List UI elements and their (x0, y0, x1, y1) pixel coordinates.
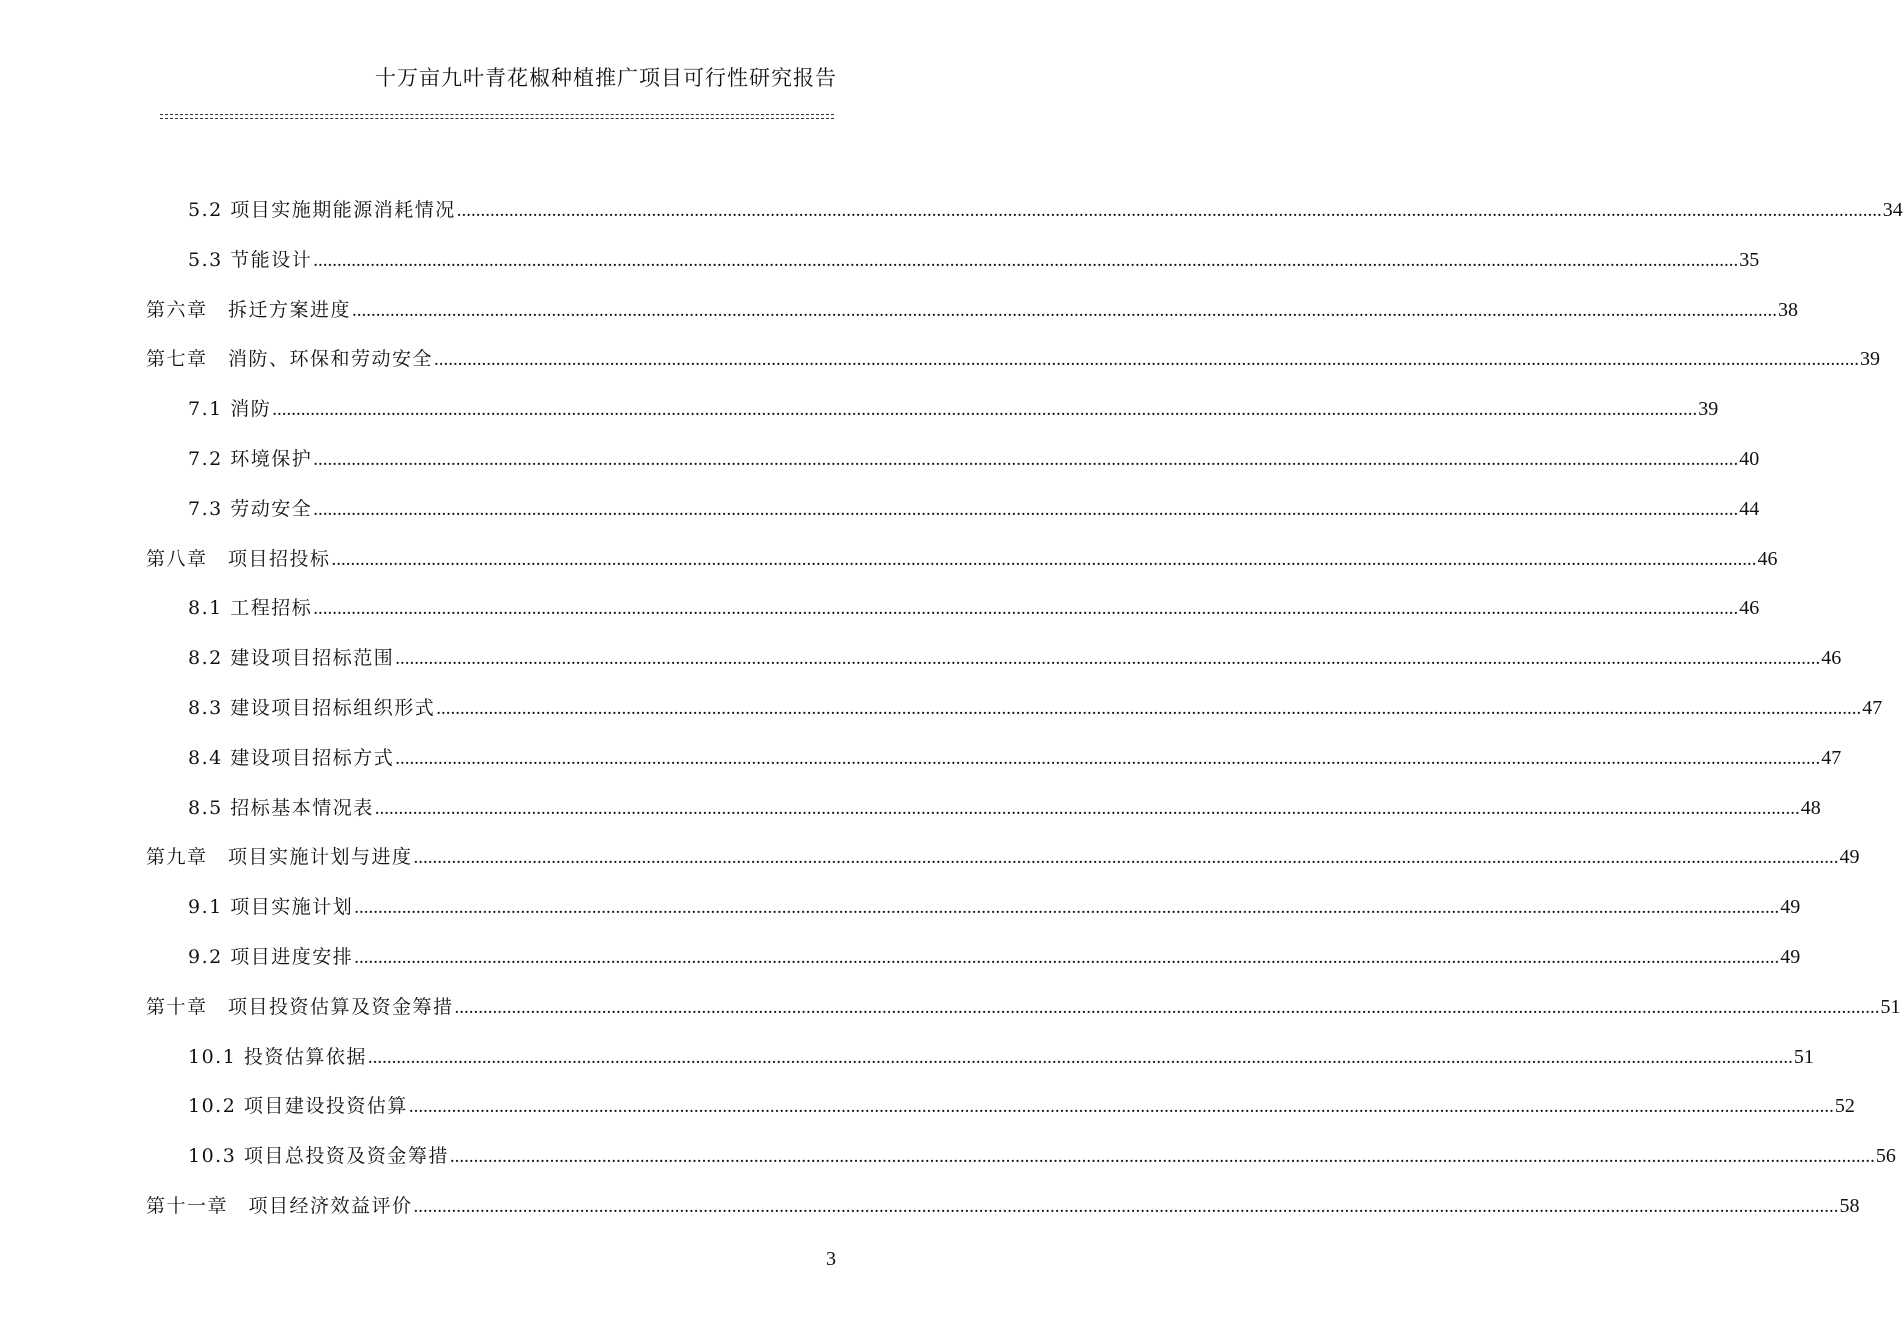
toc-entry-page-number: 51 (1793, 1045, 1814, 1068)
toc-section-entry[interactable] (188, 933, 1801, 969)
toc-dot-leader: ............................................................................................................................................................................................................................................................................................................ (313, 598, 1739, 620)
toc-entry-label: 第十章 项目投资估算及资金筹措 (146, 995, 454, 1018)
toc-entry-page-number: 46 (1739, 597, 1760, 620)
toc-section-entry[interactable] (188, 485, 1760, 521)
toc-entry-label: 第六章 拆迁方案进度 (146, 298, 352, 321)
toc-entry-page-number: 48 (1800, 796, 1821, 819)
toc-section-entry[interactable] (188, 186, 1903, 222)
toc-dot-leader: ............................................................................................................................................................................................................................................................................................................ (272, 399, 1698, 421)
toc-dot-leader: ............................................................................................................................................................................................................................................................................................................ (413, 847, 1839, 869)
toc-dot-leader: ............................................................................................................................................................................................................................................................................................................ (449, 1146, 1875, 1168)
toc-entry-label: 8.1 工程招标 (188, 597, 313, 620)
toc-chapter-entry[interactable] (146, 286, 1799, 322)
toc-dot-leader: ............................................................................................................................................................................................................................................................................................................ (367, 1046, 1793, 1068)
toc-dot-leader: ............................................................................................................................................................................................................................................................................................................ (408, 1096, 1834, 1118)
toc-dot-leader: ............................................................................................................................................................................................................................................................................................................ (456, 200, 1882, 221)
toc-entry-page-number: 47 (1862, 697, 1883, 719)
toc-dot-leader: ............................................................................................................................................................................................................................................................................................................ (454, 996, 1880, 1018)
toc-dot-leader: ............................................................................................................................................................................................................................................................................................................ (331, 548, 1757, 570)
toc-entry-page-number: 49 (1780, 946, 1801, 968)
toc-entry-label: 10.2 项目建设投资估算 (188, 1095, 408, 1118)
toc-entry-label: 10.3 项目总投资及资金筹措 (188, 1145, 449, 1168)
toc-section-entry[interactable] (188, 634, 1842, 670)
toc-dot-leader: ............................................................................................................................................................................................................................................................................................................ (374, 797, 1800, 819)
header-divider (160, 114, 834, 115)
toc-entry-label: 8.2 建设项目招标范围 (188, 647, 395, 670)
header-divider-lower (160, 118, 834, 119)
toc-dot-leader: ............................................................................................................................................................................................................................................................................................................ (354, 897, 1780, 919)
toc-entry-label: 7.2 环境保护 (188, 448, 313, 470)
toc-section-entry[interactable] (188, 584, 1760, 620)
toc-entry-label: 第八章 项目招投标 (146, 547, 331, 570)
toc-entry-label: 7.3 劳动安全 (188, 497, 313, 520)
toc-chapter-entry[interactable] (146, 983, 1901, 1019)
toc-entry-page-number: 47 (1821, 746, 1842, 769)
toc-entry-page-number: 35 (1739, 248, 1760, 271)
toc-section-entry[interactable] (188, 385, 1719, 421)
toc-chapter-entry[interactable] (146, 535, 1778, 571)
toc-entry-page-number: 51 (1880, 995, 1901, 1018)
toc-entry-label: 第九章 项目实施计划与进度 (146, 846, 413, 869)
toc-entry-page-number: 39 (1698, 398, 1719, 421)
toc-entry-label: 8.3 建设项目招标组织形式 (188, 697, 436, 719)
toc-section-entry[interactable] (188, 1132, 1896, 1168)
toc-section-entry[interactable] (188, 734, 1842, 770)
toc-section-entry[interactable] (188, 435, 1760, 471)
toc-dot-leader: ............................................................................................................................................................................................................................................................................................................ (434, 349, 1860, 371)
toc-entry-page-number: 40 (1739, 448, 1760, 470)
toc-entry-page-number: 49 (1780, 896, 1801, 919)
document-title: 十万亩九叶青花椒种植推广项目可行性研究报告 (375, 66, 837, 90)
toc-section-entry[interactable] (188, 236, 1760, 272)
toc-entry-page-number: 39 (1860, 348, 1881, 371)
toc-entry-page-number: 56 (1875, 1145, 1896, 1168)
toc-dot-leader: ............................................................................................................................................................................................................................................................................................................ (313, 449, 1739, 470)
toc-entry-label: 5.2 项目实施期能源消耗情况 (188, 199, 456, 221)
toc-dot-leader: ............................................................................................................................................................................................................................................................................................................ (395, 648, 1821, 670)
toc-section-entry[interactable] (188, 1033, 1814, 1069)
toc-dot-leader: ............................................................................................................................................................................................................................................................................................................ (354, 947, 1780, 968)
toc-entry-page-number: 38 (1778, 298, 1799, 321)
toc-chapter-entry[interactable] (146, 1182, 1860, 1218)
toc-dot-leader: ............................................................................................................................................................................................................................................................................................................ (313, 498, 1739, 520)
toc-entry-page-number: 49 (1839, 846, 1860, 869)
toc-entry-label: 9.2 项目进度安排 (188, 946, 354, 968)
toc-section-entry[interactable] (188, 883, 1801, 919)
toc-entry-page-number: 44 (1739, 497, 1760, 520)
toc-entry-label: 10.1 投资估算依据 (188, 1045, 367, 1068)
toc-entry-label: 第十一章 项目经济效益评价 (146, 1195, 413, 1217)
toc-entry-label: 5.3 节能设计 (188, 248, 313, 271)
toc-entry-label: 8.5 招标基本情况表 (188, 796, 374, 819)
toc-entry-page-number: 34 (1882, 199, 1903, 221)
toc-dot-leader: ............................................................................................................................................................................................................................................................................................................ (395, 747, 1821, 769)
toc-section-entry[interactable] (188, 784, 1821, 820)
toc-chapter-entry[interactable] (146, 833, 1860, 869)
toc-entry-page-number: 58 (1839, 1195, 1860, 1217)
toc-entry-label: 8.4 建设项目招标方式 (188, 746, 395, 769)
toc-entry-page-number: 46 (1821, 647, 1842, 670)
toc-entry-label: 第七章 消防、环保和劳动安全 (146, 348, 434, 371)
toc-section-entry[interactable] (188, 1082, 1855, 1118)
toc-entry-label: 7.1 消防 (188, 398, 272, 421)
toc-entry-label: 9.1 项目实施计划 (188, 896, 354, 919)
toc-chapter-entry[interactable] (146, 335, 1881, 371)
toc-section-entry[interactable] (188, 684, 1883, 720)
toc-entry-page-number: 46 (1757, 547, 1778, 570)
toc-dot-leader: ............................................................................................................................................................................................................................................................................................................ (352, 299, 1778, 321)
toc-dot-leader: ............................................................................................................................................................................................................................................................................................................ (313, 249, 1739, 271)
toc-dot-leader: ............................................................................................................................................................................................................................................................................................................ (436, 698, 1862, 719)
toc-entry-page-number: 52 (1834, 1095, 1855, 1118)
page-number: 3 (826, 1248, 836, 1270)
toc-dot-leader: ............................................................................................................................................................................................................................................................................................................ (413, 1196, 1839, 1217)
